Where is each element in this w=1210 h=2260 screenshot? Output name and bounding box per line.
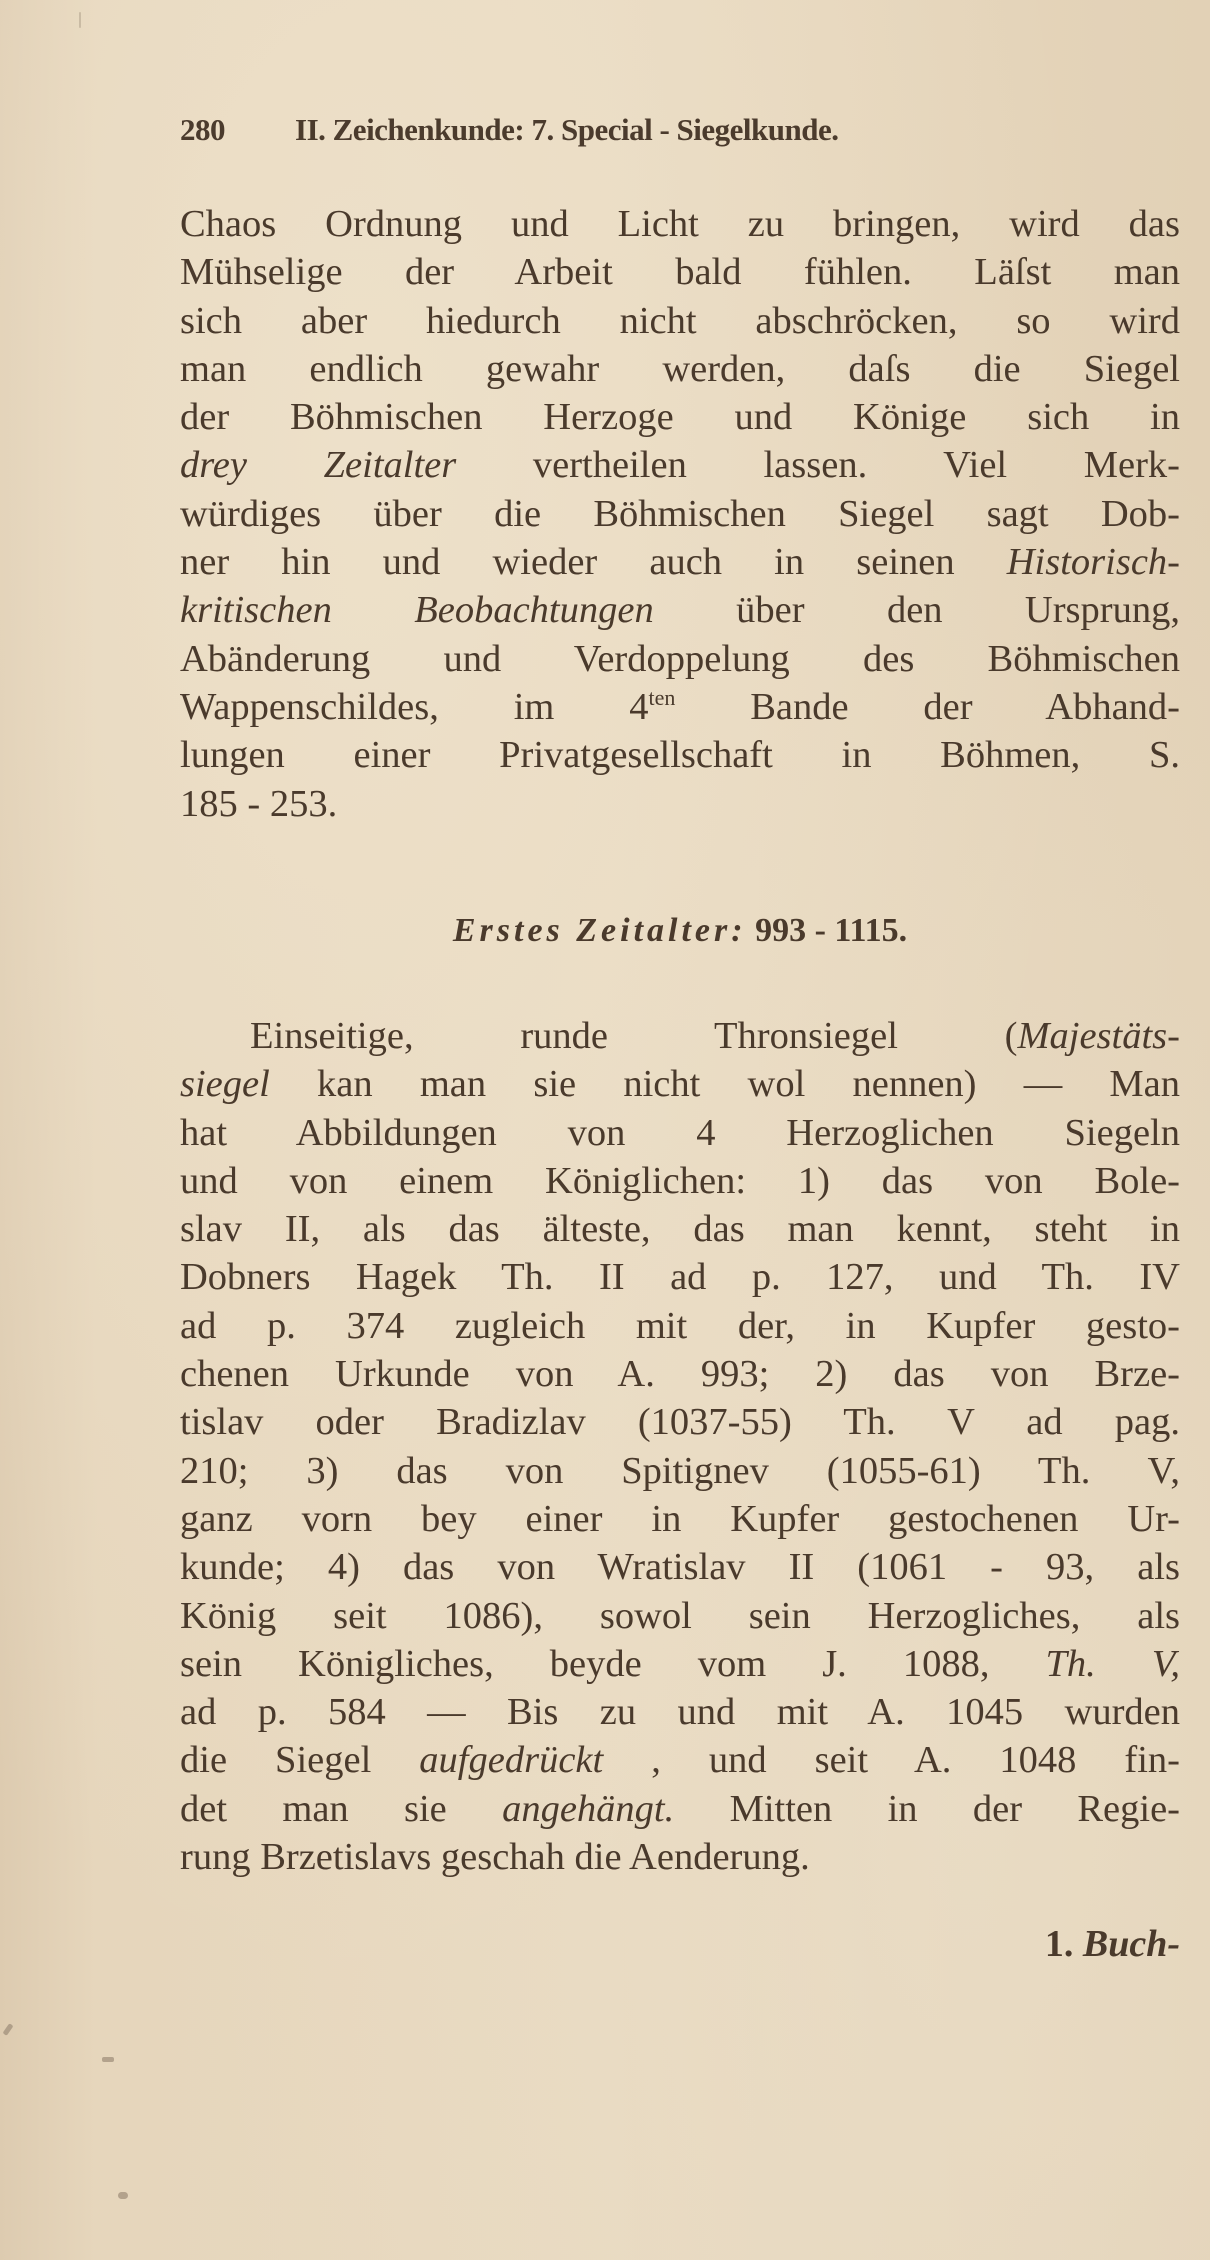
text-line: hat Abbildungen von 4 Herzoglichen Siegeln	[180, 1111, 1180, 1154]
text-line: ganz vorn bey einer in Kupfer gestochenen Ur-	[180, 1497, 1180, 1540]
text-line: tislav oder Bradizlav (1037-55) Th. V ad pag.	[180, 1401, 1180, 1444]
paragraph-1	[180, 200, 1180, 828]
text-line: det man sie angehängt. Mitten in der Regie-	[180, 1787, 1180, 1830]
paragraph-2	[180, 1012, 1180, 1881]
section-years: 993 - 1115.	[746, 912, 908, 949]
text-line: Wappenschildes, im $4^{ten}$ Bande der Abhand-	[180, 684, 1181, 728]
text-line: Dobners Hagek Th. II ad p. 127, und Th. IV	[180, 1256, 1180, 1299]
text-line: 185 - 253.	[180, 782, 338, 825]
text-line: slav II, als das älteste, das man kennt, steht in	[180, 1208, 1180, 1251]
text-line: drey Zeitalter vertheilen lassen. Viel Merk-	[180, 444, 1180, 487]
text-line: chenen Urkunde von A. 993; 2) das von Brze-	[180, 1353, 1180, 1396]
page-number: 280	[180, 112, 225, 147]
section-heading	[180, 912, 1180, 950]
paper-speck	[102, 2057, 114, 2062]
text-line: Abänderung und Verdoppelung des Böhmischen	[180, 637, 1180, 680]
catchword: 1. Buch-	[1044, 1923, 1180, 1965]
text-line: lungen einer Privatgesellschaft in Böhmen, S.	[180, 734, 1180, 777]
text-line: der Böhmischen Herzoge und Könige sich in	[180, 396, 1180, 439]
text-line: und von einem Königlichen: 1) das von Bole-	[180, 1159, 1180, 1202]
text-line: König seit 1086), sowol sein Herzogliches, als	[180, 1594, 1180, 1637]
text-line: ad p. 584 — Bis zu und mit A. 1045 wurden	[180, 1691, 1180, 1734]
text-line: man endlich gewahr werden, daſs die Siegel	[180, 347, 1180, 390]
text-line: Mühselige der Arbeit bald fühlen. Läſst man	[180, 251, 1180, 294]
section-title: Erstes Zeitalter:	[452, 912, 747, 949]
text-line: siegel kan man sie nicht wol nennen) — Man	[180, 1063, 1180, 1106]
text-line: würdiges über die Böhmischen Siegel sagt Dob-	[180, 492, 1180, 535]
text-line: rung Brzetislavs geschah die Aenderung.	[180, 1836, 810, 1879]
paper-speck	[118, 2192, 128, 2199]
italic-title: kritischen Beobachtungen	[180, 589, 654, 632]
italic-title: Historisch-	[1006, 541, 1180, 584]
text-line: kritischen Beobachtungen über den Ursprung,	[180, 589, 1180, 632]
italic-term: drey Zeitalter	[180, 444, 457, 487]
superscript: ten	[648, 684, 676, 710]
text-line: Chaos Ordnung und Licht zu bringen, wird das	[180, 203, 1180, 245]
paper-speck	[79, 12, 81, 28]
text-line: ner hin und wieder auch in seinen Historisch-	[180, 541, 1180, 584]
text-line: 210; 3) das von Spitignev (1055-61) Th. V,	[180, 1449, 1180, 1492]
paper-speck	[3, 2023, 14, 2036]
text-line: die Siegel aufgedrückt , und seit A. 1048 fin-	[180, 1739, 1180, 1782]
text-line: kunde; 4) das von Wratislav II (1061 - 93, als	[180, 1546, 1180, 1589]
running-title: II. Zeichenkunde: 7. Special - Siegelkunde.	[295, 112, 839, 147]
text-line: ad p. 374 zugleich mit der, in Kupfer gesto-	[180, 1304, 1180, 1347]
text-line: Einseitige, runde Thronsiegel (Majestäts-	[250, 1015, 1180, 1057]
text-line: sich aber hiedurch nicht abschröcken, so wird	[180, 299, 1180, 342]
running-header	[180, 112, 1180, 148]
text-line: sein Königliches, beyde vom J. 1088, Th. V,	[180, 1642, 1180, 1685]
